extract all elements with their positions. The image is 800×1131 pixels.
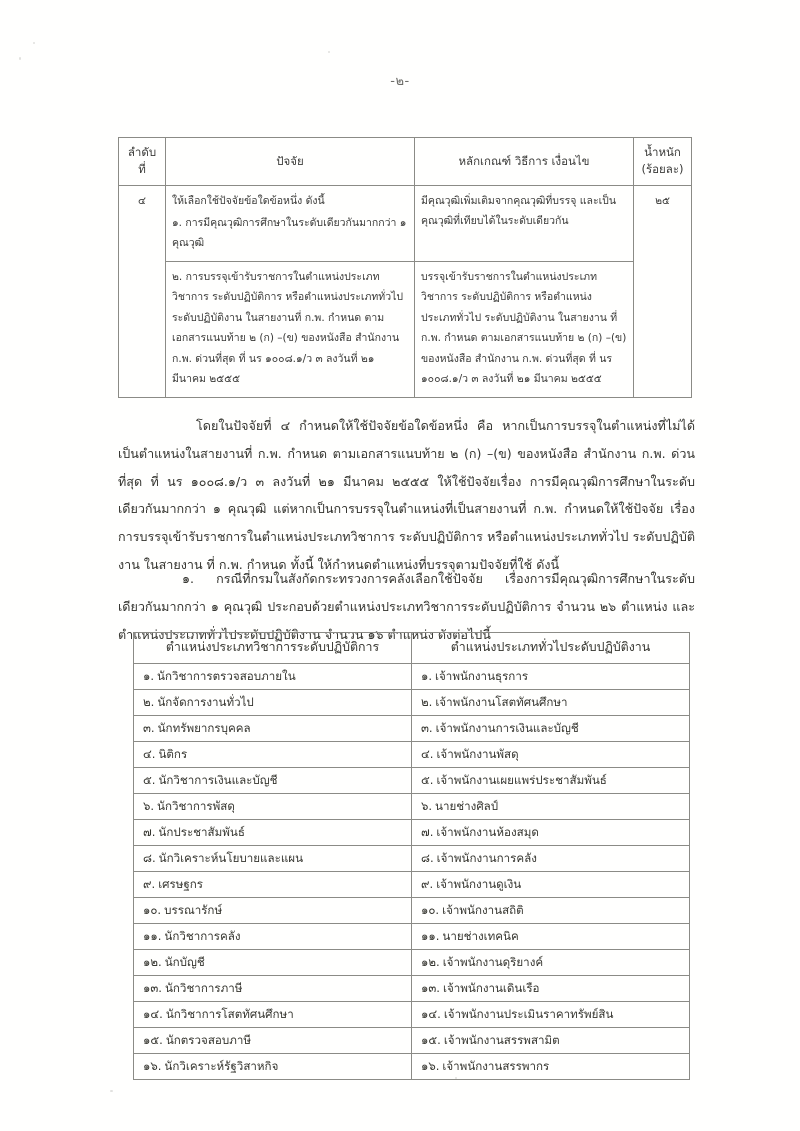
column-header-weight-line1: น้ำหนัก [644, 145, 681, 159]
column-header-academic-positions: ตำแหน่งประเภทวิชาการระดับปฏิบัติการ [134, 633, 412, 664]
cell-factor-1 [166, 185, 415, 261]
page-number: -๒- [390, 74, 410, 89]
list-item-label: นายช่างเทคนิค [442, 929, 519, 944]
cell-general-position [412, 1054, 690, 1080]
cell-general-position [412, 820, 690, 846]
list-item-number: ๑๒. [143, 955, 162, 970]
list-item-label: เจ้าพนักงานเผยแพร่ประชาสัมพันธ์ [436, 773, 607, 788]
column-header-criteria: หลักเกณฑ์ วิธีการ เงื่อนไข [415, 138, 634, 186]
cell-general-position [412, 690, 690, 716]
positions-table-body [134, 664, 690, 1080]
list-item-number: ๙. [421, 877, 434, 892]
list-item-label: เจ้าพนักงานโสตทัศนศึกษา [435, 695, 568, 710]
list-item-label: นักวิชาการเงินและบัญชี [158, 773, 278, 788]
list-item-number: ๘. [143, 851, 156, 866]
list-item-number: ๑๐. [143, 903, 162, 918]
list-item-number: ๔. [421, 747, 434, 762]
column-header-weight [634, 138, 692, 186]
list-item-number: ๑๑. [421, 929, 440, 944]
column-header-factor: ปัจจัย [166, 138, 415, 186]
list-item-label: เจ้าพนักงานธุรการ [435, 669, 529, 684]
cell-academic-position [134, 664, 412, 690]
list-item-number: ๑๓. [143, 981, 162, 996]
list-item-number: ๔. [143, 747, 156, 762]
table-row [134, 794, 690, 820]
list-item-number: ๑๑. [143, 929, 162, 944]
paragraph-ministry-case-text: ๑. กรณีที่กรมในสังกัดกระทรวงการคลังเลือกใช้ปัจจัย เรื่องการมีคุณวุฒิการศึกษาในระดับเดียวกันมากกว่า ๑ คุณวุฒิ ประกอบด้วยตำแหน่งประเภทวิชาการระดับปฏิบัติการ จำนวน ๒๖ ตำแหน่ง และตำแหน่งประเภททั่วไประดับปฏิบัติงาน จำนวน ๑๖ ตำแหน่ง ดังต่อไปนี้ [118, 570, 695, 642]
table-row [119, 185, 692, 261]
list-item-number: ๓. [421, 721, 433, 736]
list-item-number: ๒. [421, 695, 433, 710]
table-row [134, 690, 690, 716]
cell-academic-position [134, 1028, 412, 1054]
cell-general-position [412, 664, 690, 690]
cell-general-position [412, 794, 690, 820]
cell-sequence-number: ๔ [119, 185, 166, 397]
table-row [134, 924, 690, 950]
cell-academic-position [134, 716, 412, 742]
list-item-label: เจ้าพนักงานการคลัง [436, 851, 537, 866]
list-item-number: ๙. [143, 877, 156, 892]
list-item-label: นักวิเคราะห์รัฐวิสาหกิจ [164, 1059, 279, 1074]
table-row [134, 976, 690, 1002]
positions-table [133, 632, 690, 1080]
list-item-number: ๑๒. [421, 955, 440, 970]
cell-general-position [412, 898, 690, 924]
cell-general-position [412, 924, 690, 950]
list-item-label: เจ้าพนักงานการเงินและบัญชี [435, 721, 579, 736]
table-row [134, 898, 690, 924]
cell-weight-value: ๒๕ [634, 185, 692, 397]
list-item-number: ๖. [421, 799, 433, 814]
cell-general-position [412, 950, 690, 976]
cell-criteria-1: มีคุณวุฒิเพิ่มเติมจากคุณวุฒิที่บรรจุ และเป็นคุณวุฒิที่เทียบได้ในระดับเดียวกัน [415, 185, 634, 261]
list-item-number: ๓. [143, 721, 155, 736]
list-item-number: ๑๕. [143, 1033, 163, 1048]
paragraph-factor-4-text: โดยในปัจจัยที่ ๔ กำหนดให้ใช้ปัจจัยข้อใดข้อหนึ่ง คือ หากเป็นการบรรจุในตำแหน่งที่ไม่ได้เป็นตำแหน่งในสายงานที่ ก.พ. กำหนด ตามเอกสารแนบท้าย ๒ (ก) –(ข) ของหนังสือ สำนักงาน ก.พ. ด่วนที่สุด ที่ นร ๑๐๐๘.๑/ว ๓ ลงวันที่ ๒๑ มีนาคม ๒๕๕๕ ให้ใช้ปัจจัยเรื่อง การมีคุณวุฒิการศึกษาในระดับเดียวกันมากกว่า ๑ คุณวุฒิ แต่หากเป็นการบรรจุในตำแหน่งที่เป็นสายงานที่ ก.พ. กำหนดให้ใช้ปัจจัย เรื่อง การบรรจุเข้ารับราชการในตำแหน่งประเภทวิชาการ ระดับปฏิบัติการ หรือตำแหน่งประเภททั่วไป ระดับปฏิบัติงาน ในสายงาน ที่ ก.พ. กำหนด ทั้งนี้ ให้กำหนดตำแหน่งที่บรรจุตามปัจจัยที่ใช้ ดังนี้ [118, 417, 695, 573]
cell-academic-position [134, 1002, 412, 1028]
table-row [134, 950, 690, 976]
table-row [134, 1002, 690, 1028]
column-header-sequence-line1: ลำดับ [127, 145, 157, 159]
list-item-number: ๗. [143, 825, 156, 840]
list-item-number: ๕. [143, 773, 156, 788]
cell-criteria-2: บรรจุเข้ารับราชการในตำแหน่งประเภทวิชาการ ระดับปฏิบัติการ หรือตำแหน่งประเภททั่วไป ระดับปฏิบัติงาน ในสายงาน ที่ ก.พ. กำหนด ตามเอกสารแนบท้าย ๒ (ก) –(ข) ของหนังสือ สำนักงาน ก.พ. ด่วนที่สุด ที่ นร ๑๐๐๘.๑/ว ๓ ลงวันที่ ๒๑ มีนาคม ๒๕๕๕ [415, 261, 634, 397]
cell-academic-position [134, 950, 412, 976]
cell-academic-position [134, 898, 412, 924]
list-item-label: นักจัดการงานทั่วไป [157, 695, 254, 710]
list-item-label: นักวิชาการพัสดุ [157, 799, 235, 814]
factor-item-1: ๑. การมีคุณวุฒิการศึกษาในระดับเดียวกันมากกว่า ๑ คุณวุฒิ [172, 216, 407, 250]
list-item-number: ๑. [421, 669, 433, 684]
cell-academic-position [134, 690, 412, 716]
table-row [134, 716, 690, 742]
list-item-label: เจ้าพนักงานสรรพสามิต [443, 1033, 560, 1048]
cell-factor-2: ๒. การบรรจุเข้ารับราชการในตำแหน่งประเภทวิชาการ ระดับปฏิบัติการ หรือตำแหน่งประเภททั่วไป ระดับปฏิบัติงาน ในสายงานที่ ก.พ. กำหนด ตามเอกสารแนบท้าย ๒ (ก) –(ข) ของหนังสือ สำนักงาน ก.พ. ด่วนที่สุด ที่ นร ๑๐๐๘.๑/ว ๓ ลงวันที่ ๒๑ มีนาคม ๒๕๕๕ [166, 261, 415, 397]
criteria-table-header-row [119, 138, 692, 186]
list-item-label: นักวิชาการโสตทัศนศึกษา [165, 1007, 294, 1022]
list-item-label: เจ้าพนักงานดุริยางค์ [442, 955, 544, 970]
table-row [134, 664, 690, 690]
cell-academic-position [134, 924, 412, 950]
list-item-label: เจ้าพนักงานสรรพากร [442, 1059, 550, 1074]
list-item-number: ๑๐. [421, 903, 440, 918]
table-row [134, 846, 690, 872]
column-header-sequence-line2: ที่ [138, 162, 146, 177]
list-item-label: นักวิเคราะห์นโยบายและแผน [158, 851, 304, 866]
list-item-number: ๒. [143, 695, 155, 710]
column-header-general-positions: ตำแหน่งประเภททั่วไประดับปฏิบัติงาน [412, 633, 690, 664]
list-item-label: เจ้าพนักงานพัสดุ [436, 747, 519, 762]
list-item-label: เจ้าพนักงานห้องสมุด [436, 825, 539, 840]
positions-table-header-row [134, 633, 690, 664]
list-item-number: ๑๔. [143, 1007, 163, 1022]
cell-academic-position [134, 820, 412, 846]
list-item-number: ๑๓. [421, 981, 440, 996]
cell-academic-position [134, 768, 412, 794]
cell-general-position [412, 1028, 690, 1054]
cell-academic-position [134, 976, 412, 1002]
cell-academic-position [134, 794, 412, 820]
list-item-label: เจ้าพนักงานเดินเรือ [442, 981, 540, 996]
cell-general-position [412, 872, 690, 898]
list-item-label: นักตรวจสอบภาษี [165, 1033, 252, 1048]
list-item-number: ๕. [421, 773, 434, 788]
list-item-number: ๑๖. [421, 1059, 440, 1074]
table-row [134, 1054, 690, 1080]
table-row [134, 872, 690, 898]
list-item-label: นักวิชาการภาษี [164, 981, 243, 996]
column-header-sequence [119, 138, 166, 186]
cell-general-position [412, 742, 690, 768]
list-item-label: เศรษฐกร [158, 877, 204, 892]
cell-academic-position [134, 742, 412, 768]
cell-general-position [412, 1002, 690, 1028]
table-row [134, 1028, 690, 1054]
list-item-label: เจ้าพนักงานสถิติ [442, 903, 524, 918]
list-item-number: ๗. [421, 825, 434, 840]
list-item-label: นักวิชาการตรวจสอบภายใน [157, 669, 296, 684]
cell-general-position [412, 768, 690, 794]
table-row [134, 742, 690, 768]
list-item-number: ๑๔. [421, 1007, 441, 1022]
list-item-label: นักบัญชี [164, 955, 205, 970]
column-header-weight-line2: (ร้อยละ) [641, 162, 684, 177]
list-item-label: เจ้าพนักงานประเมินราคาทรัพย์สิน [443, 1007, 614, 1022]
factor-lead-text: ให้เลือกใช้ปัจจัยข้อใดข้อหนึ่ง ดังนี้ [172, 194, 325, 207]
list-item-label: บรรณารักษ์ [164, 903, 223, 918]
table-row [119, 261, 692, 397]
list-item-label: นักประชาสัมพันธ์ [158, 825, 245, 840]
cell-general-position [412, 976, 690, 1002]
cell-general-position [412, 716, 690, 742]
list-item-number: ๘. [421, 851, 434, 866]
cell-academic-position [134, 872, 412, 898]
list-item-label: เจ้าพนักงานดูเงิน [436, 877, 522, 892]
list-item-number: ๑๕. [421, 1033, 441, 1048]
cell-academic-position [134, 1054, 412, 1080]
list-item-label: นักทรัพยากรบุคคล [157, 721, 251, 736]
criteria-table [118, 137, 692, 398]
table-row [134, 768, 690, 794]
list-item-number: ๑. [143, 669, 155, 684]
list-item-label: นักวิชาการคลัง [164, 929, 241, 944]
cell-general-position [412, 846, 690, 872]
list-item-label: นิติกร [158, 747, 188, 762]
cell-academic-position [134, 846, 412, 872]
paragraph-factor-4-explanation [118, 412, 695, 580]
list-item-label: นายช่างศิลป์ [435, 799, 499, 814]
list-item-number: ๑๖. [143, 1059, 162, 1074]
table-row [134, 820, 690, 846]
list-item-number: ๖. [143, 799, 155, 814]
